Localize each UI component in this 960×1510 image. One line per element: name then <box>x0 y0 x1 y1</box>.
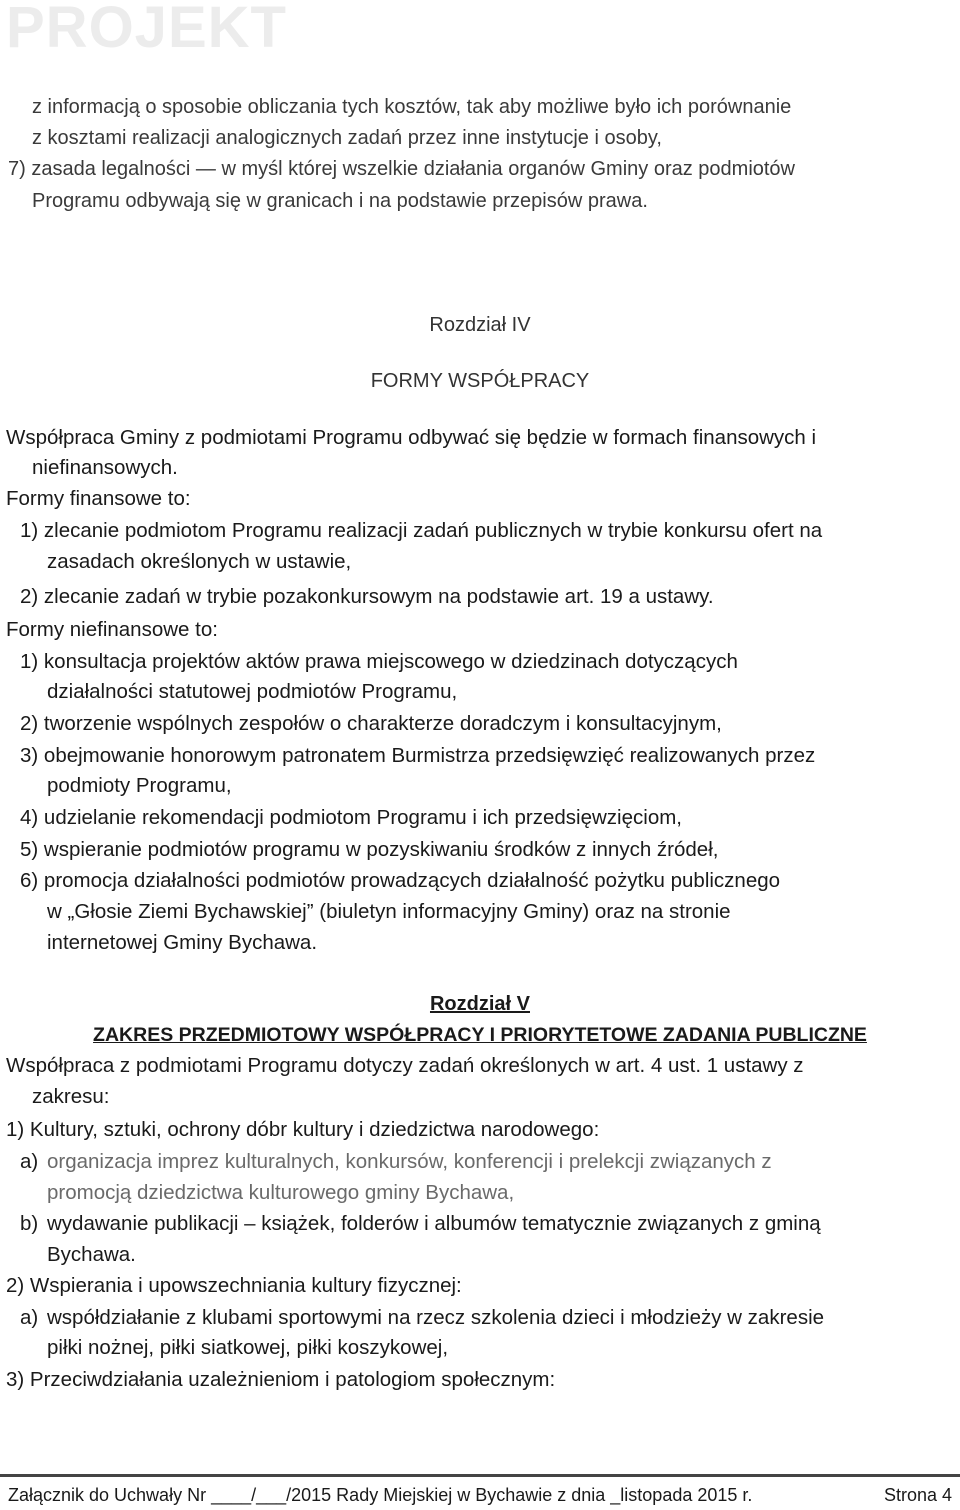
list-item: 2) Wspierania i upowszechniania kultury fizycznej: <box>6 1274 462 1297</box>
nonfinancial-forms-heading: Formy niefinansowe to: <box>6 618 218 641</box>
list-item: 3) obejmowanie honorowym patronatem Burmistrza przedsięwzięć realizowanych przez <box>20 744 816 767</box>
intro-line: z kosztami realizacji analogicznych zadań przez inne instytucje i osoby, <box>32 127 662 149</box>
paragraph-line: zakresu: <box>32 1085 110 1108</box>
intro-line: z informacją o sposobie obliczania tych kosztów, tak aby możliwe było ich porównanie <box>32 96 792 118</box>
sub-item-label: a) <box>20 1150 39 1173</box>
list-item: 2) zlecanie zadań w trybie pozakonkursowym na podstawie art. 19 a ustawy. <box>20 585 714 608</box>
sub-item-cont: promocją dziedzictwa kulturowego gminy Bychawa, <box>47 1181 515 1204</box>
sub-item-label: b) <box>20 1212 39 1235</box>
intro-line: Programu odbywają się w granicach i na podstawie przepisów prawa. <box>32 190 648 212</box>
list-item-cont: internetowej Gminy Bychawa. <box>47 931 318 954</box>
list-item: 6) promocja działalności podmiotów prowadzących działalność pożytku publicznego <box>20 869 781 892</box>
page-number: Strona 4 <box>883 1485 952 1505</box>
sub-item-cont: piłki nożnej, piłki siatkowej, piłki koszykowej, <box>47 1336 449 1359</box>
intro-item-7: 7) zasada legalności — w myśl której wszelkie działania organów Gminy oraz podmiotów <box>8 158 796 180</box>
watermark: PROJEKT <box>6 0 287 60</box>
page-footer <box>8 1485 952 1506</box>
sub-item-label: a) <box>20 1306 39 1329</box>
paragraph-line: Współpraca Gminy z podmiotami Programu odbywać się będzie w formach finansowych i <box>6 426 817 449</box>
list-item: 2) tworzenie wspólnych zespołów o charakterze doradczym i konsultacyjnym, <box>20 712 722 735</box>
list-item: 4) udzielanie rekomendacji podmiotom Programu i ich przedsięwzięciom, <box>20 806 682 829</box>
list-item-cont: podmioty Programu, <box>47 774 232 797</box>
chapter-4-title: Rozdział IV <box>429 314 531 336</box>
financial-forms-heading: Formy finansowe to: <box>6 487 191 510</box>
sub-item: współdziałanie z klubami sportowymi na rzecz szkolenia dzieci i młodzieży w zakresie <box>47 1306 825 1329</box>
list-item-cont: działalności statutowej podmiotów Programu, <box>47 680 458 703</box>
list-item: 5) wspieranie podmiotów programu w pozyskiwaniu środków z innych źródeł, <box>20 838 719 861</box>
list-item-cont: zasadach określonych w ustawie, <box>47 550 352 573</box>
paragraph-line: niefinansowych. <box>32 456 178 479</box>
list-item: 1) konsultacja projektów aktów prawa miejscowego w dziedzinach dotyczących <box>20 650 738 673</box>
sub-item: wydawanie publikacji – książek, folderów i albumów tematycznie związanych z gminą <box>47 1212 821 1235</box>
sub-item: organizacja imprez kulturalnych, konkursów, konferencji i prelekcji związanych z <box>47 1150 772 1173</box>
list-item-cont: w „Głosie Ziemi Bychawskiej” (biuletyn informacyjny Gminy) oraz na stronie <box>47 900 731 923</box>
list-item: 1) Kultury, sztuki, ochrony dóbr kultury i dziedzictwa narodowego: <box>6 1118 600 1141</box>
footer-rule <box>0 1474 960 1477</box>
footer-attachment-text: Załącznik do Uchwały Nr ____/___/2015 Rady Miejskiej w Bychawie z dnia _listopada 2015 r. <box>8 1485 753 1505</box>
paragraph-line: Współpraca z podmiotami Programu dotyczy zadań określonych w art. 4 ust. 1 ustawy z <box>6 1054 804 1077</box>
list-item: 3) Przeciwdziałania uzależnieniom i patologiom społecznym: <box>6 1368 556 1391</box>
chapter-5-subtitle: ZAKRES PRZEDMIOTOWY WSPÓŁPRACY I PRIORYTETOWE ZADANIA PUBLICZNE <box>93 1024 867 1046</box>
chapter-4-subtitle: FORMY WSPÓŁPRACY <box>370 370 590 392</box>
chapter-5-title: Rozdział V <box>429 993 530 1015</box>
list-item: 1) zlecanie podmiotom Programu realizacji zadań publicznych w trybie konkursu ofert na <box>20 519 823 542</box>
sub-item-cont: Bychawa. <box>47 1243 136 1266</box>
